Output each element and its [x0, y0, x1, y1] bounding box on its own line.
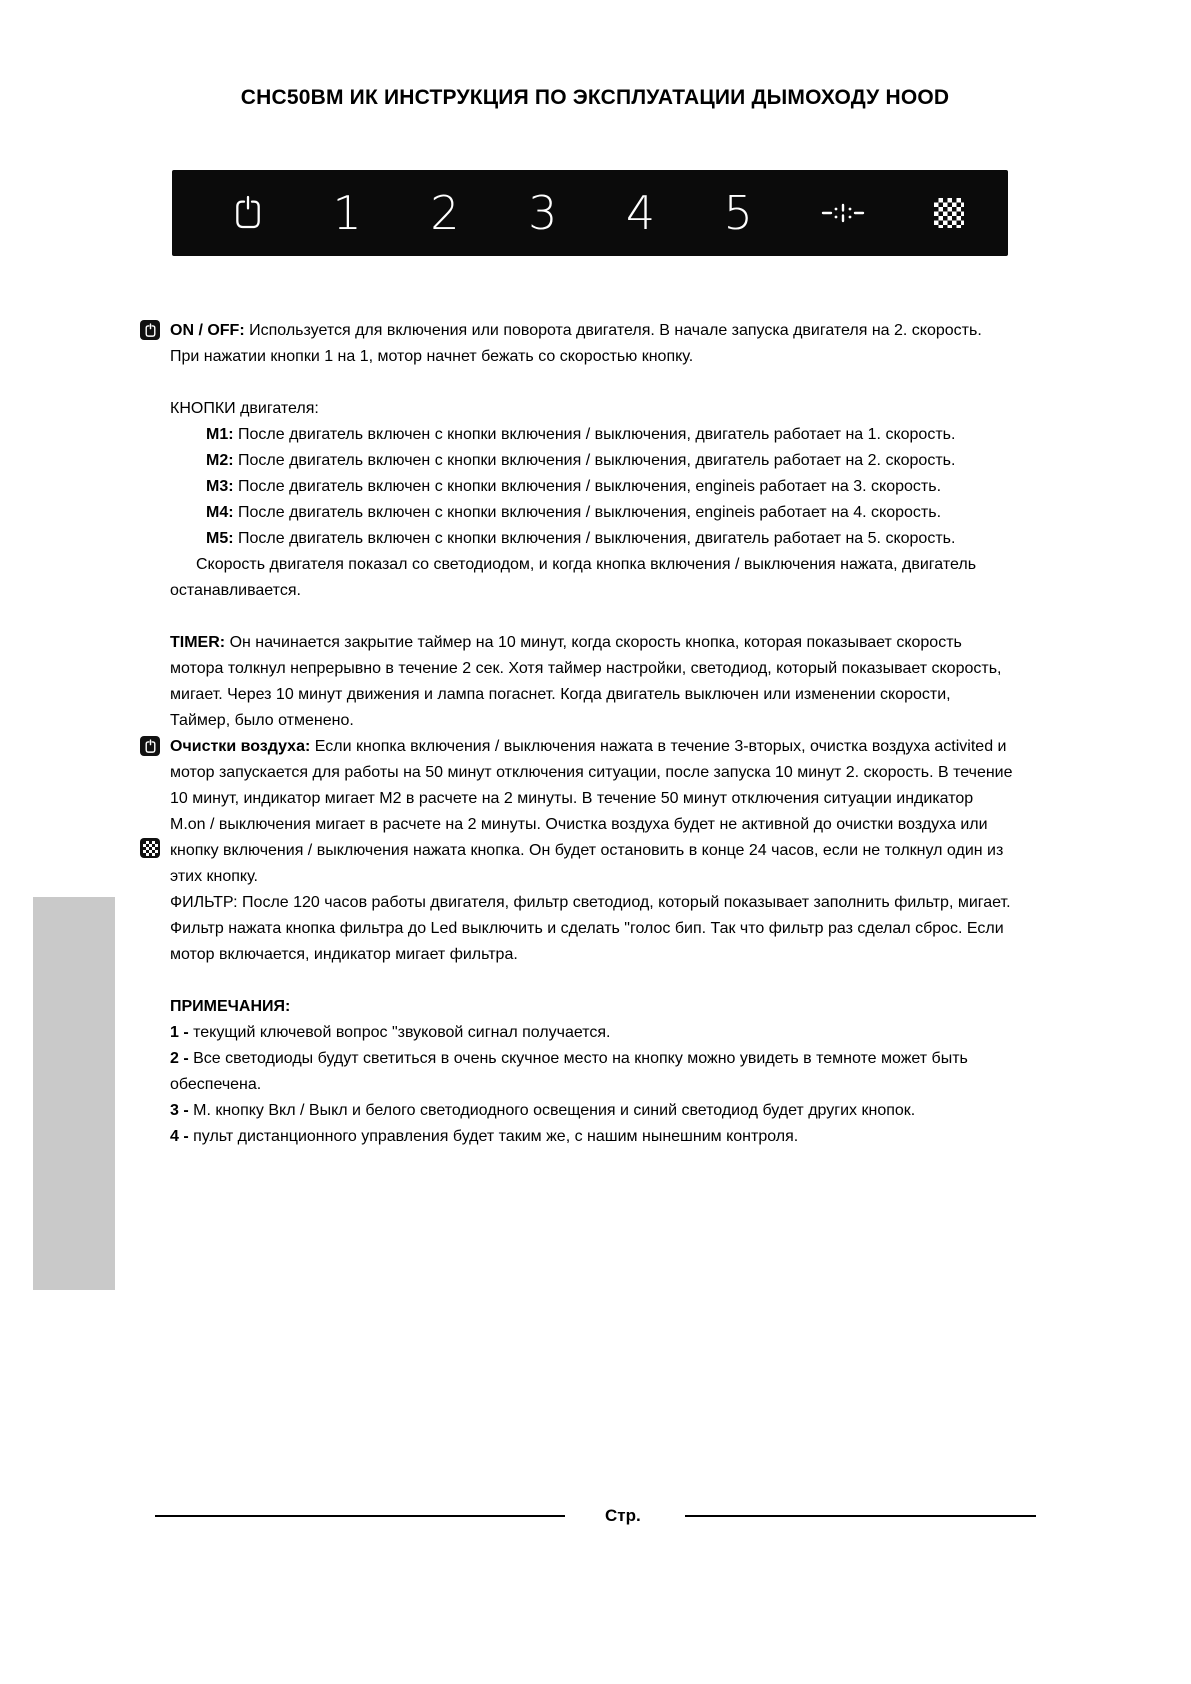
motor-item-m1-label: M1: [206, 426, 234, 443]
note-2-text: Все светодиоды будут светиться в очень скучное место на кнопку можно увидеть в темноте может быть обеспечена. [170, 1050, 968, 1093]
left-margin-bar [33, 897, 115, 1290]
note-3-text: М. кнопку Вкл / Выкл и белого светодиодного освещения и синий светодиод будет других кнопок. [193, 1102, 916, 1119]
note-3 [170, 1098, 1013, 1124]
body-text [170, 318, 1013, 1150]
motor-item-m2 [170, 448, 1013, 474]
motor-item-m4-text: После двигатель включен с кнопки включения / выключения, engineis работает на 4. скорость. [238, 504, 942, 521]
onoff-label: ON / OFF: [170, 322, 245, 339]
onoff-text2: При нажатии кнопки 1 на 1, мотор начнет бежать со скоростью кнопку. [170, 348, 694, 365]
footer-rule-left [155, 1515, 565, 1517]
footer-page-label: Стр. [605, 1506, 641, 1525]
timer-label: TIMER: [170, 634, 226, 651]
note-1-text: текущий ключевой вопрос "звуковой сигнал получается. [193, 1024, 611, 1041]
power-margin-icon [140, 320, 160, 340]
speed-button-3: 3 [528, 186, 558, 240]
timer-text: Он начинается закрытие таймер на 10 минут, когда скорость кнопка, которая показывает скорость мотора толкнул непрерывно в течение 2 сек. Хотя таймер настройки, светодиод, который показывает скорость, мигает. Через 10 минут движения и лампа погаснет. Когда двигатель выключен или изменении скорости, Таймер, было отменено. [170, 634, 1002, 729]
motor-item-m2-label: M2: [206, 452, 234, 469]
motor-item-m4-label: M4: [206, 504, 234, 521]
light-icon [821, 200, 865, 226]
power-margin-icon-2 [140, 736, 160, 756]
filter-margin-icon [140, 838, 160, 858]
motor-item-m5-label: M5: [206, 530, 234, 547]
note-4-text: пульт дистанционного управления будет таким же, с нашим нынешним контроля. [193, 1128, 799, 1145]
note-4 [170, 1124, 1013, 1150]
note-1 [170, 1020, 1013, 1046]
note-3-label: 3 - [170, 1102, 189, 1119]
filter-paragraph: ФИЛЬТР: После 120 часов работы двигателя, фильтр светодиод, который показывает заполнить фильтр, мигает. Фильтр нажата кнопка фильтра до Led выключить и сделать "голос бип. Так что фильтр раз сделал сброс. Если мотор включается, индикатор мигает фильтра. [170, 894, 1011, 963]
note-4-label: 4 - [170, 1128, 189, 1145]
note-2-label: 2 - [170, 1050, 189, 1067]
motor-item-m5 [170, 526, 1013, 552]
page-footer [155, 1506, 1036, 1526]
air-clean-paragraph [170, 734, 1013, 890]
speed-button-4: 4 [625, 186, 656, 240]
onoff-text: Используется для включения или поворота двигателя. В начале запуска двигателя на 2. скорость. [249, 322, 982, 339]
note-1-label: 1 - [170, 1024, 189, 1041]
motor-item-m1-text: После двигатель включен с кнопки включения / выключения, двигатель работает на 1. скорость. [238, 426, 956, 443]
air-clean-text: Если кнопка включения / выключения нажата в течение 3-вторых, очистка воздуха activited и мотор запускается для работы на 50 минут отключения ситуации, после запуска 10 минут 2. скорость. В течение 10 минут, индикатор мигает M2 в расчете на 2 минуты. В течение 50 минут отключения ситуации индикатор M.on / выключения мигает в расчете на 2 минуты. Очистка воздуха будет не активной до очистки воздуха или кнопку включения / выключения нажата кнопка. Он будет остановить в конце 24 часов, если не толкнул один из этих кнопку. [170, 738, 1013, 885]
motor-item-m3-label: M3: [206, 478, 234, 495]
notes-heading-label: ПРИМЕЧАНИЯ: [170, 998, 291, 1015]
hood-control-panel [172, 170, 1008, 256]
air-clean-label: Очистки воздуха: [170, 738, 311, 755]
motor-item-m2-text: После двигатель включен с кнопки включения / выключения, двигатель работает на 2. скорость. [238, 452, 956, 469]
motor-summary: Скорость двигателя показал со светодиодом, и когда кнопка включения / выключения нажата, двигатель останавливается. [170, 556, 977, 599]
timer-paragraph [170, 630, 1013, 734]
speed-button-5: 5 [723, 186, 753, 240]
motor-item-m1 [170, 422, 1013, 448]
motor-item-m4 [170, 500, 1013, 526]
page-title: CHC50BM ИК ИНСТРУКЦИЯ ПО ЭКСПЛУАТАЦИИ ДЫМОХОДУ HOOD [240, 86, 950, 109]
power-icon [232, 194, 264, 232]
speed-button-1: 1 [332, 186, 362, 240]
speed-button-2: 2 [430, 186, 460, 240]
motor-item-m5-text: После двигатель включен с кнопки включения / выключения, двигатель работает на 5. скорость. [238, 530, 956, 547]
note-2 [170, 1046, 1013, 1098]
filter-icon [934, 198, 964, 228]
onoff-paragraph [170, 318, 1013, 344]
footer-rule-right [685, 1515, 1036, 1517]
motor-heading: КНОПКИ двигателя: [170, 400, 319, 417]
motor-item-m3 [170, 474, 1013, 500]
motor-item-m3-text: После двигатель включен с кнопки включения / выключения, engineis работает на 3. скорость. [238, 478, 942, 495]
notes-heading [170, 994, 1013, 1020]
filter-margin-icon-pattern [143, 841, 158, 856]
